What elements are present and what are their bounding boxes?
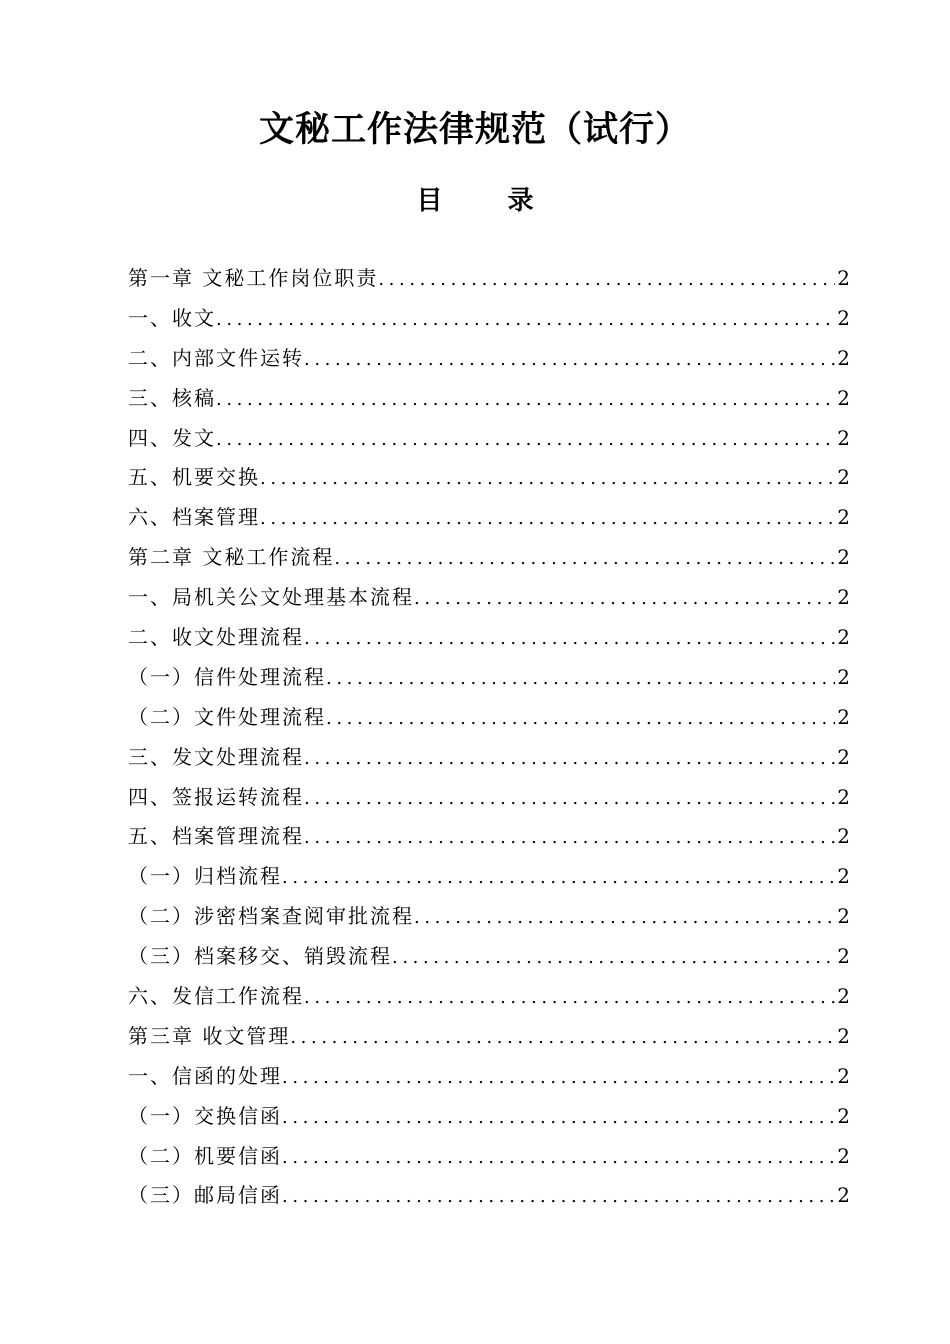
- toc-page-number: 2: [837, 425, 850, 450]
- toc-heading: 目 录: [416, 186, 562, 216]
- toc-entry[interactable]: [128, 299, 850, 339]
- toc-entry-title: （二）机要信函: [128, 1143, 282, 1168]
- toc-page-number: 2: [837, 944, 850, 969]
- toc-page-number: 2: [837, 704, 850, 729]
- toc-entry-title: 四、发文: [128, 425, 216, 450]
- toc-dot-leader: [282, 1138, 835, 1177]
- toc-page-number: 2: [837, 1103, 850, 1128]
- toc-page-number: 2: [837, 984, 850, 1009]
- toc-entry-title: 三、发文处理流程: [128, 744, 304, 769]
- toc-entry[interactable]: [128, 897, 850, 937]
- toc-entry-title: （三）档案移交、销毁流程: [128, 944, 392, 969]
- toc-dot-leader: [304, 340, 835, 379]
- toc-entry-title: 第二章 文秘工作流程: [128, 545, 335, 570]
- toc-dot-leader: [326, 659, 835, 698]
- toc-entry-title: （一）归档流程: [128, 864, 282, 889]
- toc-dot-leader: [304, 978, 835, 1017]
- toc-entry[interactable]: [128, 778, 850, 818]
- toc-entry-title: 第三章 收文管理: [128, 1023, 291, 1048]
- toc-dot-leader: [282, 1177, 835, 1216]
- toc-entry-title: 一、信函的处理: [128, 1063, 282, 1088]
- toc-entry-title: 六、发信工作流程: [128, 984, 304, 1009]
- toc-dot-leader: [282, 858, 835, 897]
- document-title: 文秘工作法律规范（试行）: [258, 110, 691, 150]
- table-of-contents: [128, 259, 850, 1216]
- toc-dot-leader: [216, 300, 835, 339]
- toc-page-number: 2: [837, 505, 850, 530]
- toc-dot-leader: [216, 420, 835, 459]
- toc-entry-title: 一、局机关公文处理基本流程: [128, 585, 414, 610]
- toc-entry-title: 五、机要交换: [128, 465, 260, 490]
- toc-entry-title: 五、档案管理流程: [128, 824, 304, 849]
- toc-entry[interactable]: [128, 1097, 850, 1137]
- toc-entry-title: （三）邮局信函: [128, 1183, 282, 1208]
- toc-entry[interactable]: [128, 1017, 850, 1057]
- toc-dot-leader: [304, 818, 835, 857]
- toc-page-number: 2: [837, 545, 850, 570]
- toc-entry-title: 六、档案管理: [128, 505, 260, 530]
- toc-page-number: 2: [837, 266, 850, 290]
- toc-dot-leader: [260, 459, 835, 498]
- toc-entry[interactable]: [128, 937, 850, 977]
- toc-page-number: 2: [837, 864, 850, 889]
- toc-entry-title: 二、收文处理流程: [128, 625, 304, 650]
- toc-page-number: 2: [837, 904, 850, 929]
- toc-page-number: 2: [837, 1023, 850, 1048]
- toc-page-number: 2: [837, 664, 850, 689]
- toc-page-number: 2: [837, 305, 850, 330]
- toc-dot-leader: [326, 699, 835, 738]
- toc-entry[interactable]: [128, 379, 850, 419]
- toc-dot-leader: [392, 938, 835, 977]
- toc-entry-title: （一）信件处理流程: [128, 664, 326, 689]
- toc-entry-title: 一、收文: [128, 305, 216, 330]
- toc-page-number: 2: [837, 824, 850, 849]
- toc-entry[interactable]: [128, 259, 850, 299]
- toc-dot-leader: [334, 539, 835, 578]
- toc-entry[interactable]: [128, 1176, 850, 1216]
- toc-dot-leader: [260, 499, 835, 538]
- toc-entry-title: 第一章 文秘工作岗位职责: [128, 266, 379, 290]
- toc-dot-leader: [304, 739, 835, 778]
- toc-dot-leader: [282, 1098, 835, 1137]
- toc-entry[interactable]: [128, 738, 850, 778]
- toc-dot-leader: [304, 779, 835, 818]
- toc-dot-leader: [304, 619, 835, 658]
- toc-page-number: 2: [837, 345, 850, 370]
- toc-entry[interactable]: [128, 419, 850, 459]
- toc-page-number: 2: [837, 1143, 850, 1168]
- toc-page-number: 2: [837, 385, 850, 410]
- toc-entry[interactable]: [128, 817, 850, 857]
- toc-page-number: 2: [837, 465, 850, 490]
- toc-entry-title: （二）文件处理流程: [128, 704, 326, 729]
- toc-entry-title: （二）涉密档案查阅审批流程: [128, 904, 414, 929]
- toc-page-number: 2: [837, 1063, 850, 1088]
- toc-entry[interactable]: [128, 458, 850, 498]
- toc-dot-leader: [414, 579, 835, 618]
- toc-entry[interactable]: [128, 977, 850, 1017]
- toc-entry[interactable]: [128, 578, 850, 618]
- toc-entry-title: （一）交换信函: [128, 1103, 282, 1128]
- toc-entry-title: 四、签报运转流程: [128, 784, 304, 809]
- toc-dot-leader: [378, 260, 835, 299]
- toc-page-number: 2: [837, 625, 850, 650]
- toc-entry[interactable]: [128, 538, 850, 578]
- toc-entry[interactable]: [128, 1057, 850, 1097]
- toc-page-number: 2: [837, 784, 850, 809]
- toc-entry[interactable]: [128, 698, 850, 738]
- toc-entry[interactable]: [128, 1137, 850, 1177]
- toc-entry[interactable]: [128, 857, 850, 897]
- toc-entry[interactable]: [128, 498, 850, 538]
- toc-entry-title: 二、内部文件运转: [128, 345, 304, 370]
- toc-entry[interactable]: [128, 618, 850, 658]
- toc-page-number: 2: [837, 744, 850, 769]
- toc-dot-leader: [282, 1058, 835, 1097]
- toc-entry[interactable]: [128, 339, 850, 379]
- toc-dot-leader: [216, 380, 835, 419]
- toc-page-number: 2: [837, 585, 850, 610]
- toc-page-number: 2: [837, 1183, 850, 1208]
- toc-entry[interactable]: [128, 658, 850, 698]
- toc-dot-leader: [290, 1018, 835, 1057]
- toc-entry-title: 三、核稿: [128, 385, 216, 410]
- toc-dot-leader: [414, 898, 835, 937]
